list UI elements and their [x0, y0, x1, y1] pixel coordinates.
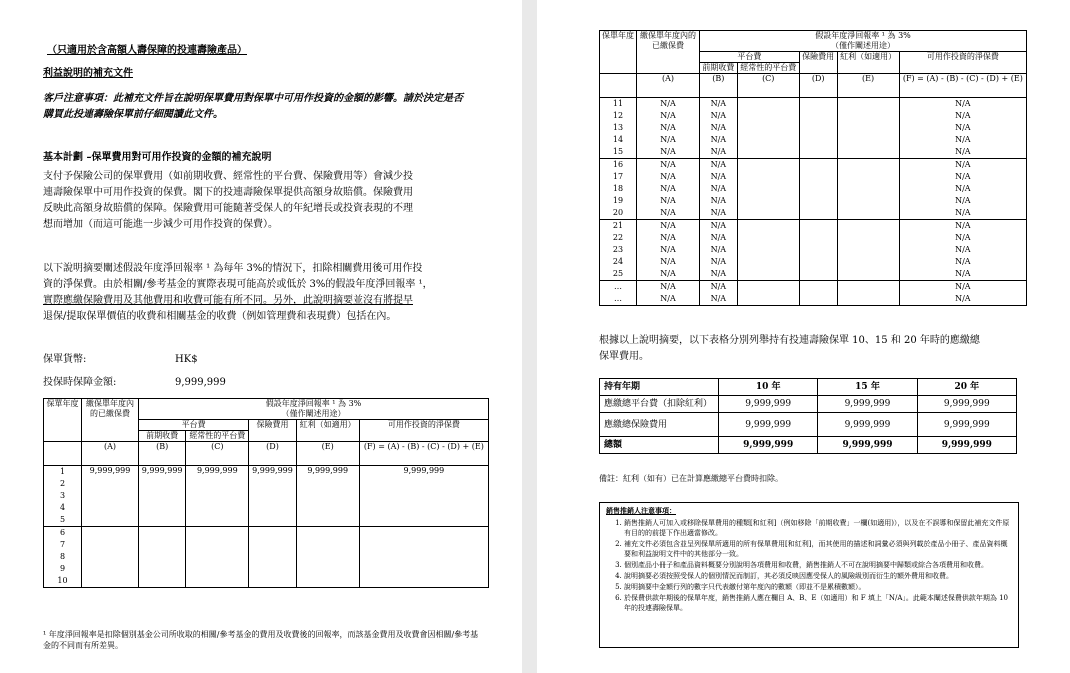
letter-e: (E)	[837, 74, 899, 98]
col-policy-year: 保單年度	[44, 399, 82, 442]
table-row-group-2: 6 7 8 9 10	[44, 527, 489, 588]
table-row-total: 總額 9,999,999 9,999,999 9,999,999	[600, 437, 1017, 454]
table-row: 應繳總平台費（扣除紅利） 9,999,999 9,999,999 9,999,999	[600, 396, 1017, 413]
page-gap	[522, 0, 537, 673]
footnote: ¹ 年度淨回報率是扣除個別基金公司所收取的相關/參考基金的費用及收費後的回報率，而該基金費用及收費會因相關/參考基金的不同而有所差異。	[43, 630, 479, 650]
cell-a-1: 9,999,999	[82, 466, 139, 527]
col-dividend: 紅利（如適用）	[837, 52, 899, 74]
notes-title: 銷售推銷人注意事項：	[606, 506, 676, 515]
currency-label: 保單貨幣:	[43, 354, 87, 365]
table-row-group-21-25: 21 22 23 24 25 N/A N/A N/A N/A N/A N/A N/A N/A N/A N/A N/A N/A N/A N/A N/A	[600, 220, 1027, 281]
notes-list	[606, 518, 1012, 613]
paragraph-1: 支付予保險公司的保單費用（如前期收費、經常性的平台費、保險費用等）會減少投 連壽險保單中可用作投資的保費。閣下的投連壽險保單提供高額身故賠償。保險費用 反映此高額身故賠償的保障。保險費用可能隨著受保人的年紀增長或投資表現的不理 想而增加（而這可能進一步減少可用作投資的保費）。	[43, 171, 413, 230]
col-recurring: 經常性的平台費	[737, 63, 799, 74]
letter-d: (D)	[249, 442, 296, 466]
remark: 備註：紅利（如有）已在計算應繳總平台費時扣除。	[599, 474, 783, 483]
cell-c-1: 9,999,999	[186, 466, 249, 527]
letter-a: (A)	[82, 442, 139, 466]
section-title: 基本計劃 –保單費用對可用作投資的金額的補充說明	[43, 152, 272, 163]
paragraph-2: 以下說明摘要闡述假設年度淨回報率 ¹ 為每年 3%的情況下，扣除相關費用後可用作投 資的淨保費。由於相關/參考基金的實際表現可能高於或低於 3%的假設年度淨回報率 ¹， 實際應繳保險費用及其他費用和收費可能有所不同。另外，此說明摘要並沒有將提早 退保/提取保單價值的收費和相關基金的收費（例如管理費和表現費）包括在內。	[43, 263, 433, 322]
table-row-group-1: 1 2 3 4 5 9,999,999 9,999,999 9,999,999 9,999,999 9,999,999 9,999,999	[44, 466, 489, 527]
list-item: 1. 銷售推銷人可加入或移除保單費用的種類[和紅利]（例如移除「前期收費」一欄(如適用)），以及在不誤導和保留此補充文件原有目的的前提下作出適當修改。	[624, 518, 1012, 538]
col-assumed-return: 假設年度淨回報率 ¹ 為 3% （僅作闡述用途）	[700, 31, 1027, 52]
letter-b: (B)	[139, 442, 186, 466]
cell-b-1: 9,999,999	[139, 466, 186, 527]
col-20-years: 20 年	[917, 379, 1016, 396]
list-item: 5. 說明摘要中金額行列的數字只代表繳付第年度內的數額（即並不是累積數額）。	[624, 582, 1012, 592]
sum-insured-label: 投保時保障金額:	[43, 377, 117, 388]
fee-table-left	[43, 398, 489, 588]
currency-value: HK$	[175, 354, 198, 365]
col-policy-year: 保單年度	[600, 31, 637, 74]
table-row: 應繳總保險費用 9,999,999 9,999,999 9,999,999	[600, 413, 1017, 437]
list-item: 4. 說明摘要必須按照受保人的個別情況而制訂，其必須反映因應受保人的風險級別而衍生的額外費用和收費。	[624, 571, 1012, 581]
list-item: 2. 補充文件必須包含並呈列保單所適用的所有保單費用[和紅利]，而其使用的描述和詞彙必須與列載於產品小冊子、產品資料概要和利益說明文件中的其他部分一致。	[624, 539, 1012, 559]
cell-e-1: 9,999,999	[296, 466, 359, 527]
list-item: 3. 個別產品小冊子和產品資料概要分別說明各項費用和收費，銷售推銷人不可在說明摘要中歸類或綜合各項費用和收費。	[624, 560, 1012, 570]
col-net-premium: 可用作投資的淨保費	[899, 52, 1026, 74]
col-holding-period: 持有年期	[600, 379, 719, 396]
col-insurance-charge: 保險費用	[249, 420, 296, 442]
doc-title: 利益說明的補充文件	[43, 68, 133, 79]
summary-text: 根據以上說明摘要，以下表格分別列舉持有投連壽險保單 10、15 和 20 年時的應繳總 保單費用。	[599, 335, 980, 362]
fee-table-right	[599, 30, 1027, 306]
letter-c: (C)	[737, 74, 799, 98]
letter-f: (F) = (A) - (B) - (C) - (D) + (E)	[359, 442, 488, 466]
col-platform-fee: 平台費	[139, 420, 249, 431]
col-insurance-charge: 保險費用	[799, 52, 837, 74]
col-front-end: 前期收費	[700, 63, 738, 74]
cell-d-1: 9,999,999	[249, 466, 296, 527]
sum-insured-value: 9,999,999	[175, 377, 226, 388]
letter-d: (D)	[799, 74, 837, 98]
list-item: 6. 於保費供款年期後的保單年度，銷售推銷人應在欄目 A、B、E（如適用）和 F 填上「N/A」。此範本闡述保費供款年期為 10 年的投連壽險保單。	[624, 593, 1012, 613]
col-assumed-return: 假設年度淨回報率 ¹ 為 3% （僅作闡述用途）	[139, 399, 489, 420]
col-dividend: 紅利（如適用）	[296, 420, 359, 442]
page-right	[537, 0, 1070, 673]
letter-c: (C)	[186, 442, 249, 466]
col-platform-fee: 平台費	[700, 52, 800, 63]
page-left	[0, 0, 522, 673]
col-front-end: 前期收費	[139, 431, 186, 442]
col-recurring: 經常性的平台費	[186, 431, 249, 442]
col-premium-paid: 繳保單年度內的已繳保費	[637, 31, 700, 74]
col-15-years: 15 年	[818, 379, 917, 396]
holding-period-table	[599, 378, 1017, 454]
letter-e: (E)	[296, 442, 359, 466]
table-row-group-16-20: 16 17 18 19 20 N/A N/A N/A N/A N/A N/A N/A N/A N/A N/A N/A N/A N/A N/A N/A	[600, 159, 1027, 220]
letter-b: (B)	[700, 74, 738, 98]
col-net-premium: 可用作投資的淨保費	[359, 420, 488, 442]
table-row-group-11-15: 11 12 13 14 15 N/A N/A N/A N/A N/A N/A N/A N/A N/A N/A N/A N/A N/A N/A N/A	[600, 98, 1027, 159]
doc-header: （只適用於含高額人壽保障的投連壽險產品）	[47, 45, 247, 56]
table-row-group-ellipsis: … … N/A N/A N/A N/A N/A N/A	[600, 281, 1027, 306]
letter-a: (A)	[637, 74, 700, 98]
col-10-years: 10 年	[719, 379, 818, 396]
cell-f-1: 9,999,999	[359, 466, 488, 527]
notes-box	[599, 502, 1019, 648]
client-notice: 客戶注意事項：此補充文件旨在說明保單費用對保單中可用作投資的金額的影響。請於決定是否購買此投連壽險保單前仔細閱讀此文件。	[43, 93, 463, 120]
letter-f: (F) = (A) - (B) - (C) - (D) + (E)	[899, 74, 1026, 98]
col-premium-paid: 繳保單年度內的已繳保費	[82, 399, 139, 442]
